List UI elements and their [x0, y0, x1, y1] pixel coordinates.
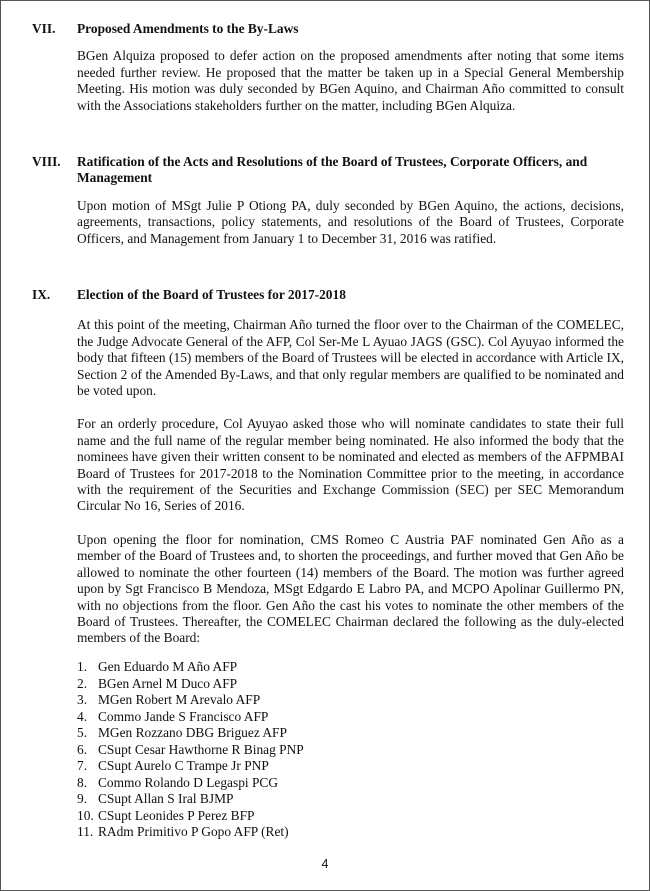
paragraph: Upon opening the floor for nomination, CMS Romeo C Austria PAF nominated Gen Año as a member of the Board of Trustees and, to shorten the proceedings, and further moved that Gen Año be allowed to nominate the other fourteen (14) members of the Board. The motion was further agreed upon by Sgt Francisco B Mendoza, MSgt Edgardo E Labro PA, and MCPO Apolinar Guillermo PN, with no objections from the floor. Gen Año the cast his votes to nominate the other members of the Board of Trustees. Thereafter, the COMELEC Chairman declared the following as the duly-elected members of the Board: — [77, 531, 624, 646]
list-item — [77, 808, 617, 825]
elected-members-list — [77, 659, 617, 841]
list-item-number: 2. — [77, 675, 88, 691]
paragraph: BGen Alquiza proposed to defer action on the proposed amendments after noting that some items needed further review. He proposed that the matter be taken up in a Special General Membership Meeting. His motion was duly seconded by BGen Aquino, and Chairman Año committed to consult with the Associations stakeholders further on the matter, including BGen Alquiza. — [77, 48, 624, 113]
list-item-name: MGen Rozzano DBG Briguez AFP — [98, 725, 287, 740]
list-item-number: 6. — [77, 741, 88, 757]
list-item-name: Commo Jande S Francisco AFP — [98, 708, 269, 724]
list-item — [77, 824, 617, 841]
list-item — [77, 775, 617, 792]
section-viii — [32, 154, 624, 247]
paragraph: Upon motion of MSgt Julie P Otiong PA, duly seconded by BGen Aquino, the actions, decisions, agreements, transactions, policy statements, and resolutions of the Board of Trustees, Corporate Officers, and Management from January 1 to December 31, 2016 was ratified. — [77, 197, 624, 246]
list-item-number: 3. — [77, 692, 88, 707]
section-title: Proposed Amendments to the By-Laws — [77, 21, 299, 36]
list-item — [77, 659, 617, 676]
paragraph: For an orderly procedure, Col Ayuyao asked those who will nominate candidates to state their full name and the full name of the regular member being nominated. He also informed the body that the nominees have given their written consent to be nominated and elected as members of the AFPMBAI Board of Trustees for 2017-2018 to the Nomination Committee prior to the meeting, in accordance with the requirement of the Securities and Exchange Commission (SEC) per SEC Memorandum Circular No 16, Series of 2016. — [77, 416, 624, 514]
list-item-name: BGen Arnel M Duco AFP — [98, 675, 238, 691]
section-heading — [32, 287, 624, 303]
page-number: 4 — [321, 857, 329, 871]
list-item-number: 5. — [77, 725, 88, 740]
list-item-number: 8. — [77, 774, 88, 790]
list-item-name: RAdm Primitivo P Gopo AFP (Ret) — [98, 824, 289, 839]
list-item-number: 11. — [77, 824, 94, 839]
section-title: Ratification of the Acts and Resolutions of the Board of Trustees, Corporate Officers, and Management — [77, 154, 588, 186]
section-ix — [32, 287, 624, 647]
list-item-name: Gen Eduardo M Año AFP — [98, 659, 238, 674]
list-item-number: 9. — [77, 791, 88, 806]
list-item-name: CSupt Allan S Iral BJMP — [98, 791, 234, 806]
list-item — [77, 791, 617, 808]
list-item — [77, 676, 617, 693]
section-number: VII. — [32, 21, 56, 36]
list-item-name: CSupt Cesar Hawthorne R Binag PNP — [98, 741, 304, 757]
list-item-name: MGen Robert M Arevalo AFP — [98, 692, 261, 707]
paragraph: At this point of the meeting, Chairman Año turned the floor over to the Chairman of the COMELEC, the Judge Advocate General of the AFP, Col Ser-Me L Ayuao JAGS (GSC). Col Ayuyao informed the body that fifteen (15) members of the Board of Trustees will be elected in accordance with Article IX, Section 2 of the Amended By-Laws, and that only regular members are qualified to be nominated and be voted upon. — [77, 317, 624, 399]
list-item — [77, 725, 617, 742]
list-item-name: CSupt Aurelo C Trampe Jr PNP — [98, 758, 269, 773]
section-number: IX. — [32, 287, 51, 302]
list-item — [77, 692, 617, 709]
list-item — [77, 709, 617, 726]
list-item-name: Commo Rolando D Legaspi PCG — [98, 774, 279, 790]
section-heading — [32, 154, 624, 187]
list-item — [77, 758, 617, 775]
section-vii — [32, 21, 624, 114]
section-title: Election of the Board of Trustees for 2017-2018 — [77, 287, 346, 302]
list-item — [77, 742, 617, 759]
list-item-number: 10. — [77, 807, 94, 823]
section-heading — [32, 21, 624, 37]
list-item-number: 7. — [77, 758, 88, 773]
section-number: VIII. — [32, 154, 61, 169]
list-item-number: 4. — [77, 708, 88, 724]
list-item-name: CSupt Leonides P Perez BFP — [98, 807, 255, 823]
list-item-number: 1. — [77, 659, 88, 674]
